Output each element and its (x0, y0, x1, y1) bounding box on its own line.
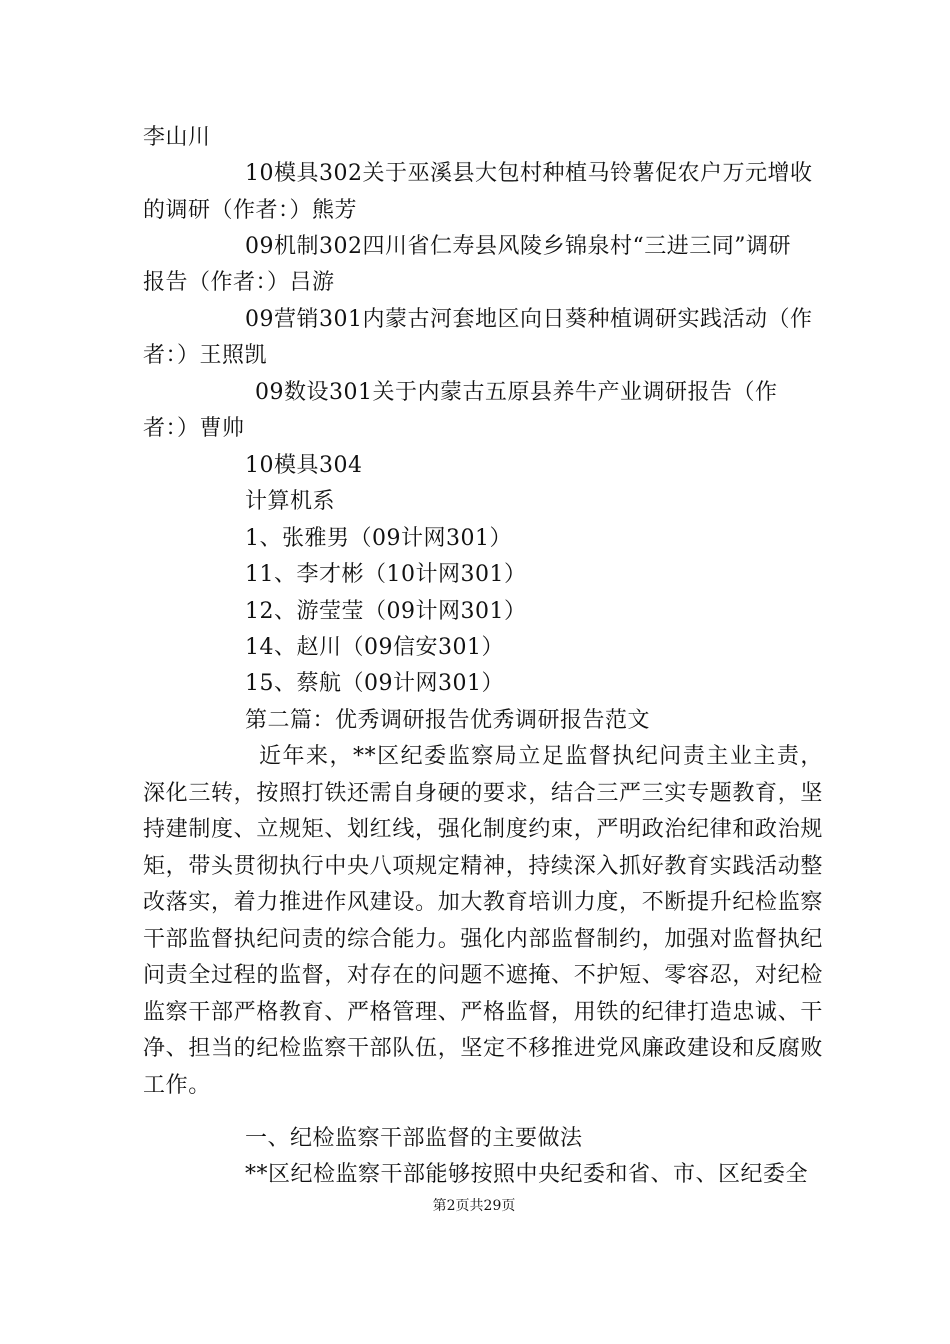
text-line: 09营销301内蒙古河套地区向日葵种植调研实践活动（作 (245, 307, 813, 332)
page-number-label: 第2页共29页 (432, 1198, 516, 1214)
text-line: 者：）曹帅 (143, 416, 245, 441)
text-line: 报告（作者：）吕游 (143, 270, 335, 295)
list-item: 11、李才彬（10计网301） (245, 562, 527, 587)
text-line: 09机制302四川省仁寿县风陵乡锦泉村“三进三同”调研 (245, 234, 791, 259)
text-line: 10模具302关于巫溪县大包村种植马铃薯促农户万元增收 (245, 161, 813, 186)
text-line: 李山川 (143, 125, 211, 150)
chapter-title: 第二篇：优秀调研报告优秀调研报告范文 (245, 708, 651, 733)
text-line: **区纪检监察干部能够按照中央纪委和省、市、区纪委全 (245, 1162, 809, 1187)
text-line: 09数设301关于内蒙古五原县养牛产业调研报告（作 (255, 380, 778, 405)
text-line: 者：）王照凯 (143, 343, 268, 368)
list-item: 14、赵川（09信安301） (245, 635, 504, 660)
text-line: 10模具304 (245, 453, 363, 478)
list-item: 1、张雅男（09计网301） (245, 526, 512, 551)
body-paragraph: 近年来，**区纪委监察局立足监督执纪问责主业主责，深化三转，按照打铁还需自身硬的要求，结合三严三实专题教育，坚持建制度、立规矩、划红线，强化制度约束，严明政治纪律和政治规矩，带头贯彻执行中央八项规定精神，持续深入抓好教育实践活动整改落实，着力推进作风建设。加大教育培训力度，不断提升纪检监察干部监督执纪问责的综合能力。强化内部监督制约，加强对监督执纪问责全过程的监督，对存在的问题不遮掩、不护短、零容忍，对纪检监察干部严格教育、严格管理、严格监督，用铁的纪律打造忠诚、干净、担当的纪检监察干部队伍，坚定不移推进党风廉政建设和反腐败工作。 (143, 744, 823, 1098)
list-item: 15、蔡航（09计网301） (245, 671, 504, 696)
text-line: 的调研（作者：）熊芳 (143, 198, 358, 223)
list-item: 12、游莹莹（09计网301） (245, 599, 527, 624)
section-heading: 一、纪检监察干部监督的主要做法 (245, 1126, 583, 1151)
page-number (0, 1196, 950, 1216)
section-label: 计算机系 (245, 489, 336, 514)
